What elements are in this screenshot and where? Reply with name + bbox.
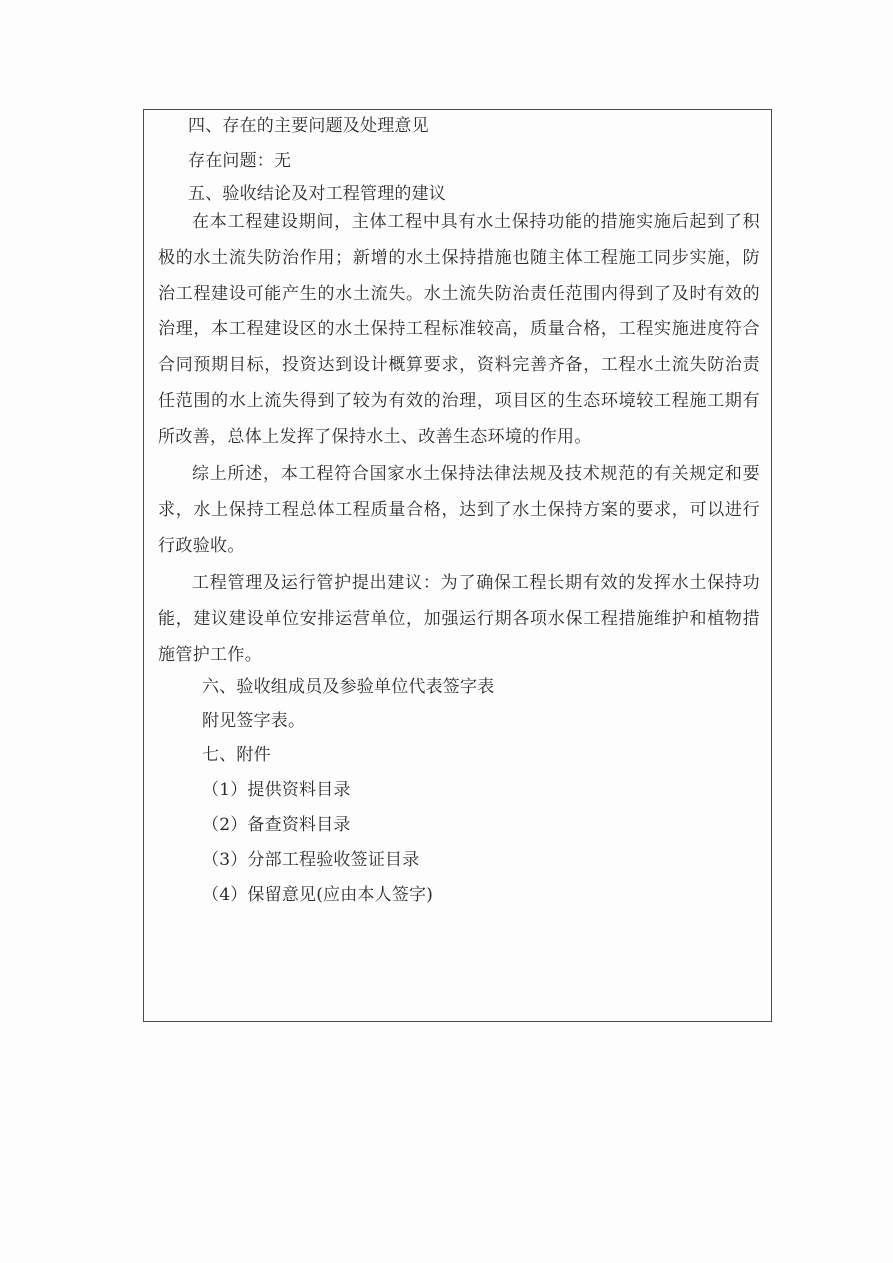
attachment-item: （1）提供资料目录 <box>202 780 351 800</box>
attachment-item: （4）保留意见(应由本人签字) <box>202 885 434 905</box>
section-7-heading: 七、附件 <box>202 745 271 765</box>
form-frame <box>143 109 772 1022</box>
section-5-conclusion-paragraph: 在本工程建设期间，主体工程中具有水土保持功能的措施实施后起到了积极的水土流失防治作用；新增的水土保持措施也随主体工程施工同步实施，防治工程建设可能产生的水土流失。水土流失防治责任范围内得到了及时有效的治理，本工程建设区的水土保持工程标准较高，质量合格，工程实施进度符合合同预期目标，投资达到设计概算要求，资料完善齐备，工程水土流失防治责任范围的水上流失得到了较为有效的治理，项目区的生态环境较工程施工期有所改善，总体上发挥了保持水土、改善生态环境的作用。 <box>158 212 760 447</box>
section-5-heading: 五、验收结论及对工程管理的建议 <box>188 184 446 204</box>
section-5-suggestion-paragraph: 工程管理及运行管护提出建议：为了确保工程长期有效的发挥水土保持功能，建议建设单位安排运营单位，加强运行期各项水保工程措施维护和植物措施管护工作。 <box>158 573 760 665</box>
attachment-item: （3）分部工程验收签证目录 <box>202 850 420 870</box>
section-4-problems: 存在问题：无 <box>188 151 292 171</box>
section-6-note: 附见签字表。 <box>202 711 306 731</box>
attachment-item: （2）备查资料目录 <box>202 815 351 835</box>
section-6-heading: 六、验收组成员及参验单位代表签字表 <box>202 677 495 697</box>
section-4-heading: 四、存在的主要问题及处理意见 <box>188 116 429 136</box>
form-content <box>144 110 771 1021</box>
section-5-summary-paragraph: 综上所述，本工程符合国家水土保持法律法规及技术规范的有关规定和要求，水上保持工程总体工程质量合格，达到了水土保持方案的要求，可以进行行政验收。 <box>158 464 760 556</box>
